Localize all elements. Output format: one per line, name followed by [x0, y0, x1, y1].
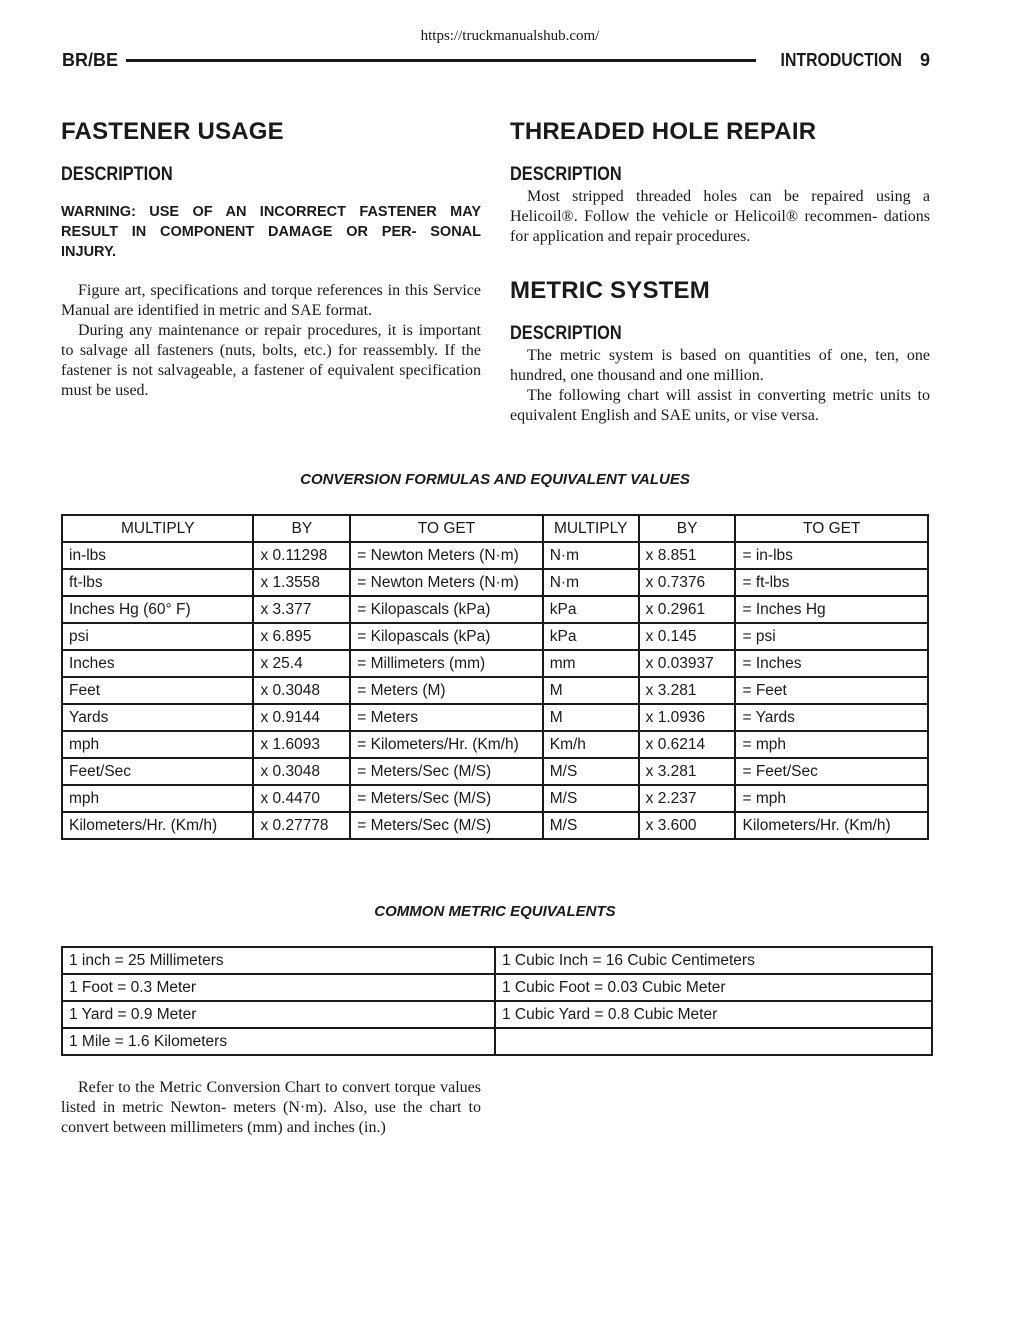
header-section: INTRODUCTION — [780, 49, 902, 70]
table-cell: in-lbs — [62, 542, 253, 569]
table-cell: Kilometers/Hr. (Km/h) — [62, 812, 253, 839]
table-row — [62, 947, 932, 974]
table-row — [62, 785, 928, 812]
table-cell: x 0.27778 — [253, 812, 350, 839]
table-cell: x 0.7376 — [639, 569, 736, 596]
header-rule — [126, 59, 756, 62]
table-cell: kPa — [543, 623, 639, 650]
table-row — [62, 731, 928, 758]
table-cell: Yards — [62, 704, 253, 731]
left-column — [61, 112, 481, 401]
table-cell: Feet — [62, 677, 253, 704]
header-cell: MULTIPLY — [62, 515, 253, 542]
table-cell: N·m — [543, 569, 639, 596]
table-cell: kPa — [543, 596, 639, 623]
table-cell: = Kilopascals (kPa) — [350, 623, 542, 650]
threaded-paragraph-1: Most stripped threaded holes can be repaired using a Helicoil®. Follow the vehicle or Helicoil® recommen- dations for application and repair procedures. — [510, 188, 930, 245]
table-cell: = Meters/Sec (M/S) — [350, 758, 542, 785]
table-cell: = Meters (M) — [350, 677, 542, 704]
conversion-header-row — [62, 515, 928, 542]
table-cell: 1 Foot = 0.3 Meter — [62, 974, 495, 1001]
table-cell: = ft-lbs — [735, 569, 928, 596]
metric-paragraph-2: The following chart will assist in converting metric units to equivalent English and SAE units, or vise versa. — [510, 387, 930, 424]
table-cell: mph — [62, 785, 253, 812]
fastener-title: FASTENER USAGE — [61, 118, 284, 145]
table-cell: x 0.03937 — [639, 650, 736, 677]
table-cell: N·m — [543, 542, 639, 569]
table-row — [62, 677, 928, 704]
table-cell: x 3.600 — [639, 812, 736, 839]
table-cell: 1 inch = 25 Millimeters — [62, 947, 495, 974]
table-cell: 1 Cubic Yard = 0.8 Cubic Meter — [495, 1001, 932, 1028]
table-cell: x 0.145 — [639, 623, 736, 650]
metric-title: METRIC SYSTEM — [510, 277, 710, 304]
equivalents-table — [61, 946, 933, 1056]
table-cell: = Meters/Sec (M/S) — [350, 812, 542, 839]
header-cell: BY — [639, 515, 736, 542]
table-cell: M — [543, 677, 639, 704]
right-column — [510, 112, 930, 426]
table-row — [62, 1001, 932, 1028]
table-cell: Inches — [62, 650, 253, 677]
fastener-paragraph-1: Figure art, specifications and torque references in this Service Manual are identified in metric and SAE format. — [61, 282, 481, 319]
table-cell: mm — [543, 650, 639, 677]
table-cell: 1 Yard = 0.9 Meter — [62, 1001, 495, 1028]
page-number: 9 — [919, 49, 930, 70]
table-cell: x 3.281 — [639, 677, 736, 704]
equivalents-table-title: COMMON METRIC EQUIVALENTS — [374, 903, 616, 920]
table-cell: M/S — [543, 812, 639, 839]
table-cell: x 1.0936 — [639, 704, 736, 731]
table-cell: x 6.895 — [253, 623, 350, 650]
metric-subtitle: DESCRIPTION — [510, 323, 622, 344]
table-cell: M/S — [543, 758, 639, 785]
table-cell: x 0.4470 — [253, 785, 350, 812]
table-cell: M/S — [543, 785, 639, 812]
fastener-paragraph-2: During any maintenance or repair procedures, it is important to salvage all fasteners (nuts, bolts, etc.) for reassembly. If the fastener is not salvageable, a fastener of equivalent specification must be used. — [61, 322, 481, 399]
table-cell: = psi — [735, 623, 928, 650]
threaded-subtitle: DESCRIPTION — [510, 164, 622, 185]
table-row — [62, 1028, 932, 1055]
table-cell: Kilometers/Hr. (Km/h) — [735, 812, 928, 839]
table-cell: psi — [62, 623, 253, 650]
table-cell: x 0.2961 — [639, 596, 736, 623]
closing-paragraph: Refer to the Metric Conversion Chart to convert torque values listed in metric Newton- meters (N·m). Also, use the chart to convert between millimeters (mm) and inches (in.) — [61, 1079, 481, 1136]
table-cell: = Kilopascals (kPa) — [350, 596, 542, 623]
source-url: https://truckmanualshub.com/ — [420, 28, 600, 44]
fastener-subtitle: DESCRIPTION — [61, 164, 173, 185]
table-cell: x 2.237 — [639, 785, 736, 812]
table-cell: x 3.377 — [253, 596, 350, 623]
header-cell: MULTIPLY — [543, 515, 639, 542]
table-cell: 1 Cubic Foot = 0.03 Cubic Meter — [495, 974, 932, 1001]
conversion-table — [61, 514, 929, 840]
table-cell — [495, 1028, 932, 1055]
table-cell: = Feet — [735, 677, 928, 704]
table-cell: = mph — [735, 785, 928, 812]
page-header — [62, 48, 930, 72]
table-cell: x 8.851 — [639, 542, 736, 569]
header-cell: TO GET — [735, 515, 928, 542]
table-cell: = mph — [735, 731, 928, 758]
threaded-title: THREADED HOLE REPAIR — [510, 118, 817, 145]
table-cell: = Kilometers/Hr. (Km/h) — [350, 731, 542, 758]
closing-section — [61, 1078, 481, 1138]
table-row — [62, 569, 928, 596]
table-cell: x 0.9144 — [253, 704, 350, 731]
table-cell: 1 Mile = 1.6 Kilometers — [62, 1028, 495, 1055]
table-cell: ft-lbs — [62, 569, 253, 596]
table-row — [62, 812, 928, 839]
table-cell: x 0.3048 — [253, 677, 350, 704]
table-row — [62, 758, 928, 785]
table-row — [62, 650, 928, 677]
table-cell: = Meters — [350, 704, 542, 731]
header-model: BR/BE — [62, 49, 119, 70]
table-cell: x 0.11298 — [253, 542, 350, 569]
table-cell: Km/h — [543, 731, 639, 758]
table-row — [62, 596, 928, 623]
table-cell: x 25.4 — [253, 650, 350, 677]
table-row — [62, 623, 928, 650]
table-row — [62, 974, 932, 1001]
table-cell: x 1.6093 — [253, 731, 350, 758]
table-cell: = Newton Meters (N·m) — [350, 542, 542, 569]
header-cell: TO GET — [350, 515, 542, 542]
table-cell: x 3.281 — [639, 758, 736, 785]
metric-paragraph-1: The metric system is based on quantities of one, ten, one hundred, one thousand and one million. — [510, 347, 930, 384]
fastener-warning: WARNING: USE OF AN INCORRECT FASTENER MAY RESULT IN COMPONENT DAMAGE OR PER- SONAL INJURY. — [61, 204, 481, 260]
conversion-table-title: CONVERSION FORMULAS AND EQUIVALENT VALUES — [300, 471, 690, 488]
table-cell: mph — [62, 731, 253, 758]
table-cell: Inches Hg (60° F) — [62, 596, 253, 623]
table-cell: = Millimeters (mm) — [350, 650, 542, 677]
table-cell: = Feet/Sec — [735, 758, 928, 785]
table-row — [62, 704, 928, 731]
table-cell: 1 Cubic Inch = 16 Cubic Centimeters — [495, 947, 932, 974]
table-cell: = in-lbs — [735, 542, 928, 569]
header-cell: BY — [253, 515, 350, 542]
table-cell: = Inches — [735, 650, 928, 677]
table-row — [62, 542, 928, 569]
table-cell: x 1.3558 — [253, 569, 350, 596]
table-cell: = Yards — [735, 704, 928, 731]
table-cell: = Newton Meters (N·m) — [350, 569, 542, 596]
table-cell: M — [543, 704, 639, 731]
table-cell: x 0.3048 — [253, 758, 350, 785]
table-cell: = Meters/Sec (M/S) — [350, 785, 542, 812]
table-cell: x 0.6214 — [639, 731, 736, 758]
table-cell: = Inches Hg — [735, 596, 928, 623]
table-cell: Feet/Sec — [62, 758, 253, 785]
